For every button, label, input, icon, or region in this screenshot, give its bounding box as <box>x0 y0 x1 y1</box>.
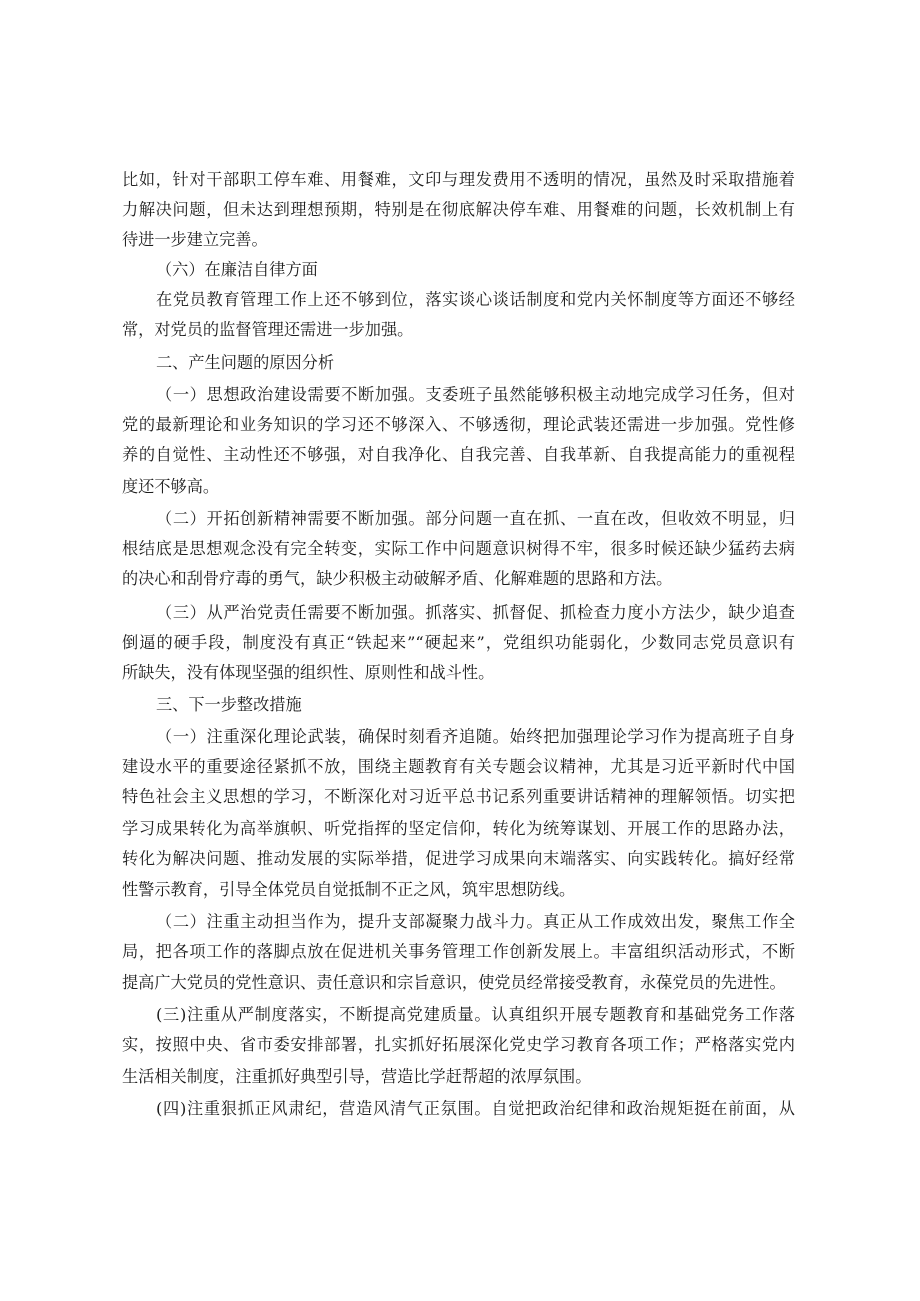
paragraph-line: 在党员教育管理工作上还不够到位，落实谈心谈话制度和党内关怀制度等方面还不够经 <box>156 290 795 309</box>
heading-line: 三、下一步整改措施 <box>156 695 302 714</box>
heading-line: 二、产生问题的原因分析 <box>156 353 335 372</box>
paragraph-line: 倒逼的硬手段，制度没有真正“铁起来”“硬起来”，党组织功能弱化，少数同志党员意识有 <box>122 633 795 652</box>
paragraph-line: (四)注重狠抓正风肃纪，营造风清气正氛围。自觉把政治纪律和政治规矩挺在前面，从 <box>156 1099 795 1118</box>
paragraph-line: （二）开拓创新精神需要不断加强。部分问题一直在抓、一直在改，但收效不明显，归 <box>156 509 795 528</box>
paragraph-line: 转化为解决问题、推动发展的实际举措，促进学习成果向末端落实、向实践转化。搞好经常 <box>122 849 795 868</box>
paragraph-line: 待进一步建立完善。 <box>122 230 268 249</box>
paragraph-line: 的决心和刮骨疗毒的勇气，缺少积极主动破解矛盾、化解难题的思路和方法。 <box>122 569 673 588</box>
paragraph-line: 所缺失，没有体现坚强的组织性、原则性和战斗性。 <box>122 663 495 682</box>
paragraph-line: 根结底是思想观念没有完全转变，实际工作中问题意识树得不牢，很多时候还缺少猛药去病 <box>122 539 795 558</box>
paragraph-line: 党的最新理论和业务知识的学习还不够深入、不够透彻，理论武装还需进一步加强。党性修 <box>122 415 795 434</box>
paragraph-line: 性警示教育，引导全体党员自觉抵制不正之风，筑牢思想防线。 <box>122 880 576 899</box>
paragraph-line: 建设水平的重要途径紧抓不放，围绕主题教育有关专题会议精神，尤其是习近平新时代中国 <box>122 757 795 776</box>
paragraph-line: （一）思想政治建设需要不断加强。支委班子虽然能够积极主动地完成学习任务，但对 <box>156 385 795 404</box>
paragraph-line: 学习成果转化为高举旗帜、听党指挥的坚定信仰，转化为统筹谋划、开展工作的思路办法， <box>122 819 795 838</box>
paragraph-line: (三)注重从严制度落实，不断提高党建质量。认真组织开展专题教育和基础党务工作落 <box>156 1005 795 1024</box>
paragraph-line: 特色社会主义思想的学习，不断深化对习近平总书记系列重要讲话精神的理解领悟。切实把 <box>122 787 795 806</box>
heading-line: （六）在廉洁自律方面 <box>156 260 318 279</box>
paragraph-line: 实，按照中央、省市委安排部署，扎实抓好拓展深化党史学习教育各项工作；严格落实党内 <box>122 1035 795 1054</box>
paragraph-line: （三）从严治党责任需要不断加强。抓落实、抓督促、抓检查力度小方法少，缺少追查 <box>156 603 795 622</box>
paragraph-line: （二）注重主动担当作为，提升支部凝聚力战斗力。真正从工作成效出发，聚焦工作全 <box>156 912 795 931</box>
paragraph-line: 养的自觉性、主动性还不够强，对自我净化、自我完善、自我革新、自我提高能力的重视程 <box>122 445 795 464</box>
paragraph-line: 力解决问题，但未达到理想预期，特别是在彻底解决停车难、用餐难的问题，长效机制上有 <box>122 200 795 219</box>
paragraph-line: 度还不够高。 <box>122 477 220 496</box>
paragraph-line: 常，对党员的监督管理还需进一步加强。 <box>122 320 414 339</box>
paragraph-line: 生活相关制度，注重抓好典型引导，营造比学赶帮超的浓厚氛围。 <box>122 1067 592 1086</box>
paragraph-line: （一）注重深化理论武装，确保时刻看齐追随。始终把加强理论学习作为提高班子自身 <box>156 727 795 746</box>
paragraph-line: 提高广大党员的党性意识、责任意识和宗旨意识，使党员经常接受教育，永葆党员的先进性。 <box>122 973 786 992</box>
paragraph-line: 比如，针对干部职工停车难、用餐难，文印与理发费用不透明的情况，虽然及时采取措施着 <box>122 170 795 189</box>
paragraph-line: 局，把各项工作的落脚点放在促进机关事务管理工作创新发展上。丰富组织活动形式，不断 <box>122 942 795 961</box>
